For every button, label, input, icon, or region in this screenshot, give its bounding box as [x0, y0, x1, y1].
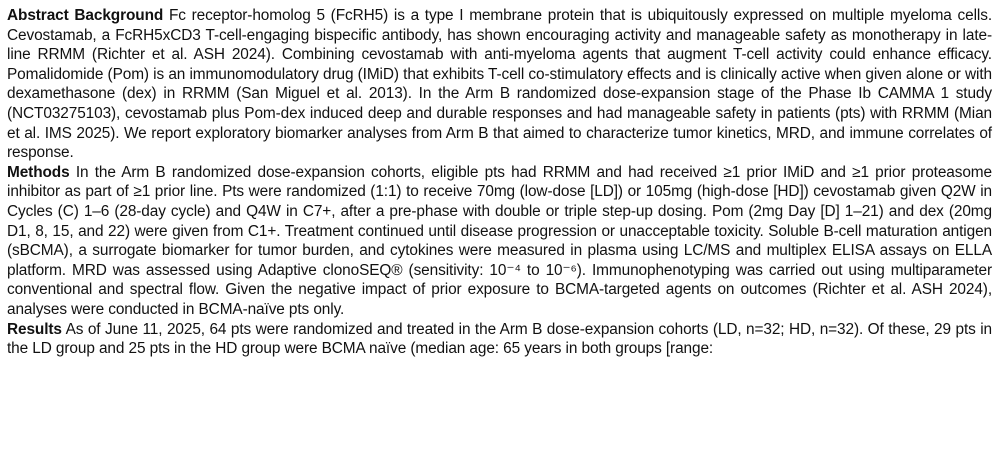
methods-heading: Methods: [7, 163, 70, 181]
background-paragraph: [7, 6, 992, 163]
methods-text: In the Arm B randomized dose-expansion cohorts, eligible pts had RRMM and had received ≥1 prior IMiD and ≥1 prior proteasome inhibitor as part of ≥1 prior line. Pts were randomized (1:1) to receive 70mg (low-dose [LD]) or 105mg (high-dose [HD]) cevostamab given Q2W in Cycles (C) 1–6 (28-day cycle) and Q4W in C7+, after a pre-phase with double or triple step-up dosing. Pom (2mg Day [D] 1–21) and dex (20mg D1, 8, 15, and 22) were given from C1+. Treatment continued until disease progression or unacceptable toxicity. Soluble B-cell maturation antigen (sBCMA), a surrogate biomarker for tumor burden, and cytokines were measured in plasma using LC/MS and multiplex ELISA assays on ELLA platform. MRD was assessed using Adaptive clonoSEQ® (sensitivity: 10⁻⁴ to 10⁻⁶). Immunophenotyping was carried out using multiparameter conventional and spectral flow. Given the negative impact of prior exposure to BCMA-targeted agents on outcomes (Richter et al. ASH 2024), analyses were conducted in BCMA-naïve pts only.: [7, 163, 992, 318]
background-heading: Abstract Background: [7, 7, 164, 24]
methods-paragraph: [7, 163, 992, 320]
results-heading: Results: [7, 320, 62, 338]
results-text: As of June 11, 2025, 64 pts were randomized and treated in the Arm B dose-expansion cohorts (LD, n=32; HD, n=32). Of these, 29 pts in the LD group and 25 pts in the HD group were BCMA naïve (median age: 65 years in both groups [range:: [7, 320, 993, 358]
results-paragraph: [7, 320, 992, 359]
background-text: Fc receptor-homolog 5 (FcRH5) is a type I membrane protein that is ubiquitously expressed on multiple myeloma cells. Cevostamab, a FcRH5xCD3 T-cell-engaging bispecific antibody, has shown encouraging activity and manageable safety as monotherapy in late-line RRMM (Richter et al. ASH 2024). Combining cevostamab with anti-myeloma agents that augment T-cell activity could enhance efficacy. Pomalidomide (Pom) is an immunomodulatory drug (IMiD) that exhibits T-cell co-stimulatory effects and is clinically active when given alone or with dexamethasone (dex) in RRMM (San Miguel et al. 2013). In the Arm B randomized dose-expansion stage of the Phase Ib CAMMA 1 study (NCT03275103), cevostamab plus Pom-dex induced deep and durable responses and had manageable safety in patients (pts) with RRMM (Mian et al. IMS 2025). We report exploratory biomarker analyses from Arm B that aimed to characterize tumor kinetics, MRD, and immune correlates of response.: [7, 7, 992, 162]
